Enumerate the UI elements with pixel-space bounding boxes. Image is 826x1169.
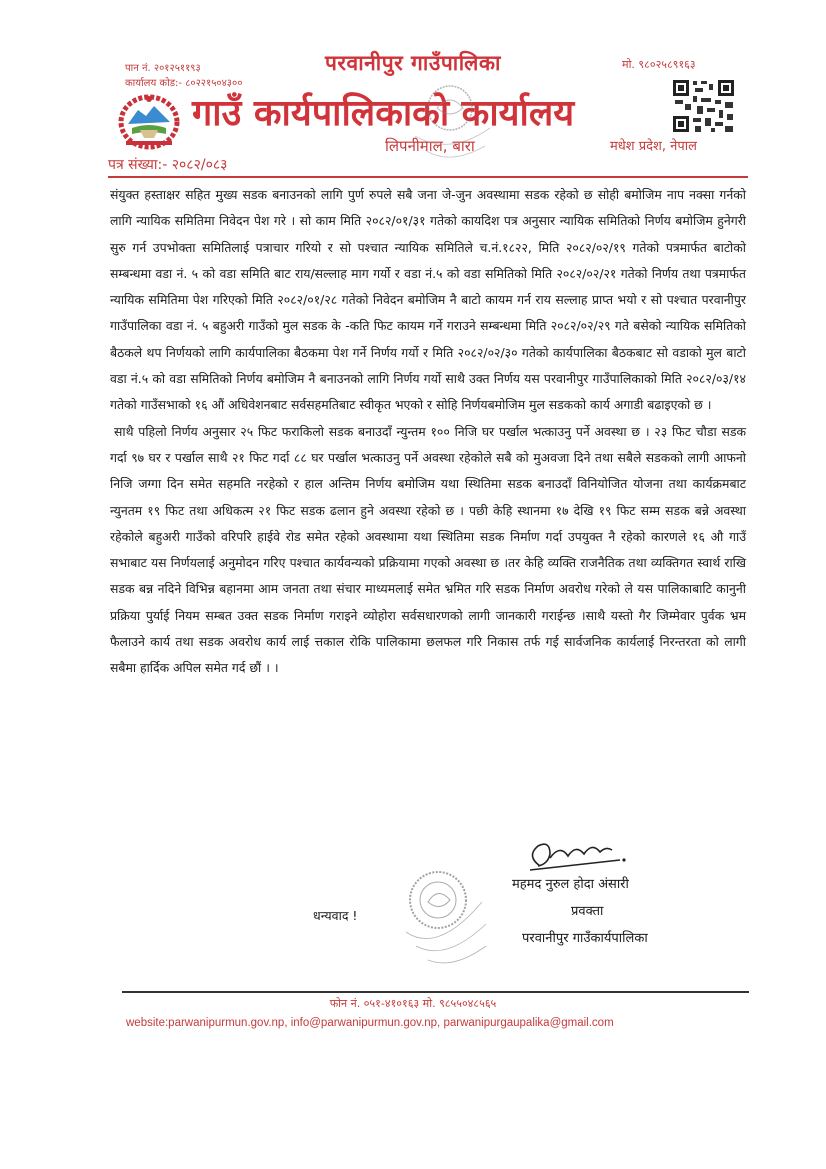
body-paragraph-1: संयुक्त हस्ताक्षर सहित मुख्य सडक बनाउनको लागि पुर्ण रुपले सबै जना जे-जुन अवस्थामा सडक रहेको छ सोही बमोजिम नाप नक्सा गर्नको लागि न्यायिक समितिमा निवेदन पेश गरे । सो काम मिति २०८२/०१/३१ गतेको कायदिश पत्र अनुसार न्यायिक समितिको निर्णय बमोजिम हुनेगरी सुरु गर्न उपभोक्ता समितिलाई पत्राचार गरियो र सो पश्चात न्यायिक समितिले च.नं.१८२२, मिति २०८२/०२/१९ गतेको पत्रमार्फत बाटोको सम्बन्धमा वडा नं. ५ को वडा समिति बाट राय/सल्लाह माग गर्यो र वडा नं.५ को वडा समितिको मिति २०८२/०२/२१ गतेको निर्णय तथा पत्रमार्फत न्यायिक समितिमा पेश गरिएको मिति २०८२/०१/२८ गतेको निवेदन बमोजिम नै बाटो कायम गर्न राय सल्लाह प्राप्त भयो र सो पश्चात परवानीपुर गाउँपालिका वडा नं. ५ बहुअरी गाउँको मुल सडक के -कति फिट कायम गर्ने गराउने सम्बन्धमा मिति २०८२/०२/२९ गते बसेको न्यायिक समितिको बैठकले थप निर्णयको लागि कार्यपालिका बैठकमा पेश गर्ने निर्णय गर्यो र मिति २०८२/०२/३० गतेको कार्यपालिका बैठकबाट सो वडाको मुल बाटो वडा नं.५ को वडा समितिको निर्णय बमोजिम नै बनाउनको लागि निर्णय गर्यो साथै उक्त निर्णय यस परवानीपुर गाउँपालिकाको मिति २०८२/०३/१४ गतेको गाउँसभाको १६ औं अधिवेशनबाट सर्वसहमतिबाट स्वीकृत भएको र सोहि निर्णयबमोजिम मुल सडकको कार्य अगाडी बढाइएको छ । <box>110 187 746 413</box>
municipality-name: परवानीपुर गाउँपालिका <box>325 51 501 75</box>
office-code: कार्यालय कोड:- ८०२२१५०४३०० <box>125 78 243 89</box>
body-paragraph-2: साथै पहिलो निर्णय अनुसार २५ फिट फराकिलो सडक बनाउदाँ न्युन्तम १०० निजि घर पर्खाल भत्काउनु पर्ने अवस्था छ । २३ फिट चौडा सडक गर्दा ९७ घर र पर्खाल साथै २१ फिट गर्दा ८८ घर पर्खाल भत्काउनु पर्ने अवस्था रहेकोले सबै को मुअवजा दिने तथा सबैले सडकको लागी आफनो निजि जग्गा दिन समेत सहमति नरहेको र हाल अन्तिम निर्णय बमोजिम यथा स्थितिमा सडक बनाउदाँ विनियोजित योजना तथा कार्यक्रमबाट न्युनतम १९ फिट तथा अधिकत्म २१ फिट सडक ढलान हुने अवस्था रहेको छ । पछी केहि स्थानमा १७ देखि १९ फिट सम्म सडक बन्ने अवस्था रहेकोले बहुअरी गाउँको वरिपरि हाईवे रोड समेत रहेको अवस्थामा यथा स्थितिमा सडक निर्माण गर्दा उपयुक्त नै रहेको कारणले १६ औ गाउँ सभाबाट यस निर्णयलाई अनुमोदन गरिए पश्चात कार्यवन्यको प्रक्रियामा गएको अवस्था छ ।तर केहि व्यक्ति राजनैतिक तथा व्यक्तिगत स्वार्थ राखि सडक बन्न नदिने विभिन्न बहानमा आम जनता तथा संचार माध्यमलाई समेत भ्रमित गरि सडक निर्माण अवरोध गरेको ले यस पालिकाबाटि कानुनी प्रक्रिया पुर्याई नियम सम्बत उक्त सडक निर्माण गराइने व्योहोरा सर्वसधारणको लागी जानकारी गराईन्छ ।साथै यस्तो गैर जिम्मेवार पुर्वक भ्रम फैलाउने कार्य तथा सडक अवरोध कार्य लाई त्तकाल रोकि पालिकामा छलफल गरि निकास तर्फ गई सार्वजनिक कार्यलाई निरन्तरता को लागी सबैमा हार्दिक अपिल समेत गर्द छौं । । <box>110 423 747 676</box>
footer-web-email: website:parwanipurmun.gov.np, info@parwanipurmun.gov.np, parwanipurgaupalika@gmail.com <box>126 1017 614 1029</box>
letter-body <box>110 182 746 682</box>
signer-role: प्रवक्ता <box>571 904 604 919</box>
official-round-stamp-icon <box>398 862 493 977</box>
header-divider <box>108 176 748 178</box>
mobile-number: मो. ९८०२५८९१६३ <box>622 58 696 71</box>
office-title: गाउँ कार्यपालिकाको कार्यालय <box>192 92 575 134</box>
footer-divider <box>122 991 749 993</box>
thanks-text: धन्यवाद ! <box>313 908 358 923</box>
handwritten-signature-icon <box>520 838 630 874</box>
letterhead <box>0 0 826 178</box>
signer-name: महमद नुरुल होदा अंसारी <box>512 877 629 892</box>
official-stamp-icon <box>395 80 505 175</box>
letter-number: पत्र संख्या:- २०८२/०८३ <box>108 157 228 173</box>
nepal-emblem-icon <box>118 94 180 150</box>
office-location: लिपनीमाल, बारा <box>385 137 475 155</box>
signer-organization: परवानीपुर गाउँकार्यपालिका <box>522 931 648 946</box>
province-country: मधेश प्रदेश, नेपाल <box>610 139 697 154</box>
qr-code-icon <box>671 78 736 134</box>
footer-phone: फोन नं. ०५१-४१०१६३ मो. ९८५५०४८५६५ <box>329 997 497 1010</box>
pan-number: पान नं. २०१२५११९३ <box>125 63 201 74</box>
